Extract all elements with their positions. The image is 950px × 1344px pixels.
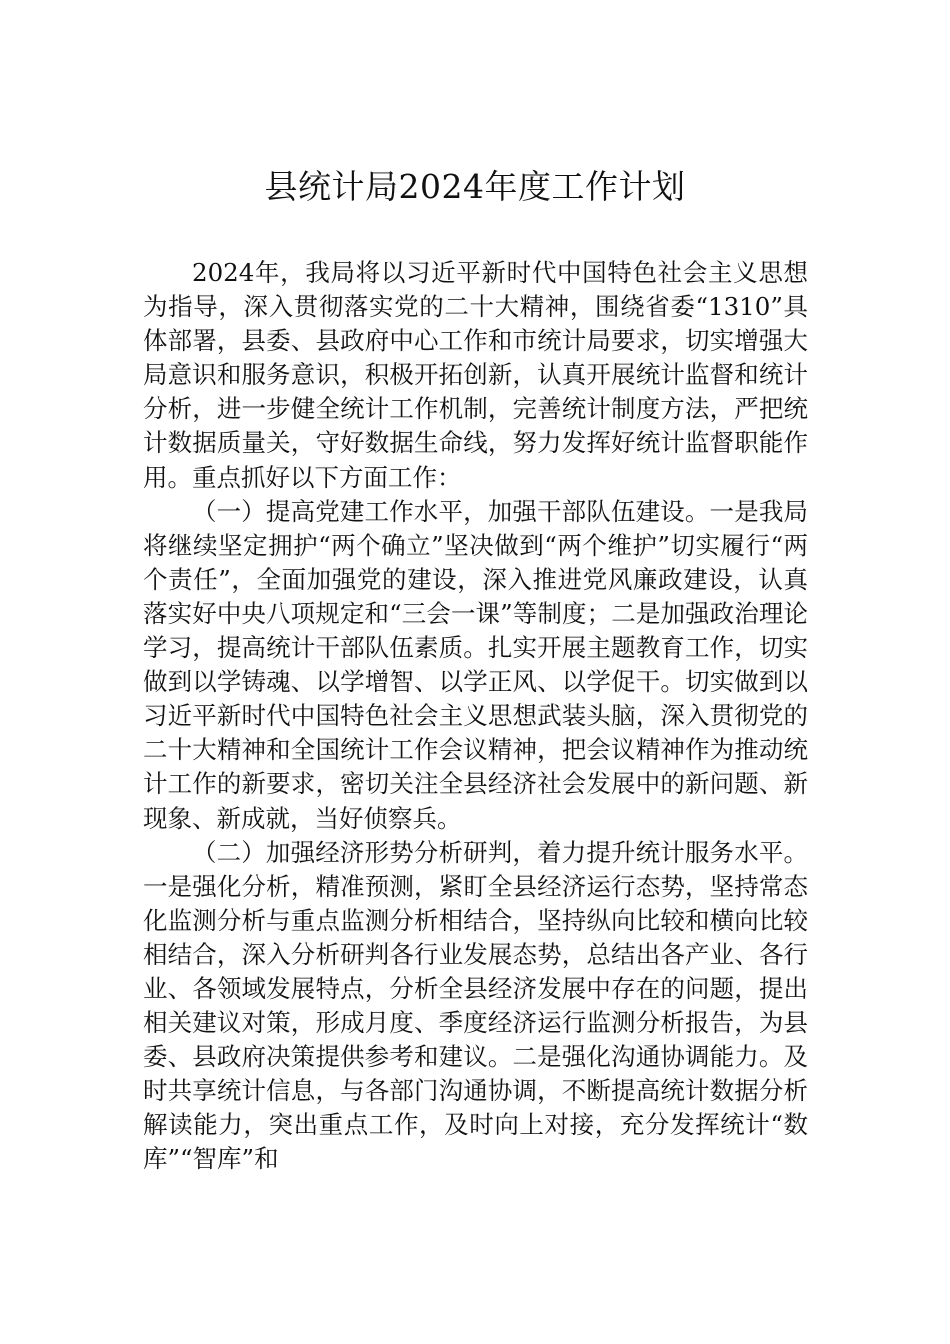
document-title: 县统计局2024年度工作计划 — [264, 167, 686, 206]
paragraph-section-2: （二）加强经济形势分析研判，着力提升统计服务水平。一是强化分析，精准预测，紧盯全县经济运行态势，坚持常态化监测分析与重点监测分析相结合，坚持纵向比较和横向比较相结合，深入分析研判各行业发展态势，总结出各产业、各行业、各领域发展特点，分析全县经济发展中存在的问题，提出相关建议对策，形成月度、季度经济运行监测分析报告，为县委、县政府决策提供参考和建议。二是强化沟通协调能力。及时共享统计信息，与各部门沟通协调，不断提高统计数据分析解读能力，突出重点工作，及时向上对接，充分发挥统计“数库”“智库”和 — [143, 837, 808, 1174]
paragraph-section-1: （一）提高党建工作水平，加强干部队伍建设。一是我局将继续坚定拥护“两个确立”坚决做到“两个维护”切实履行“两个责任”，全面加强党的建设，深入推进党风廉政建设，认真落实好中央八项规定和“三会一课”等制度；二是加强政治理论学习，提高统计干部队伍素质。扎实开展主题教育工作，切实做到以学铸魂、以学增智、以学正风、以学促干。切实做到以习近平新时代中国特色社会主义思想武装头脑，深入贯彻党的二十大精神和全国统计工作会议精神，把会议精神作为推动统计工作的新要求，密切关注全县经济社会发展中的新问题、新现象、新成就，当好侦察兵。 — [143, 496, 808, 833]
paragraph-intro: 2024年，我局将以习近平新时代中国特色社会主义思想为指导，深入贯彻落实党的二十大精神，围绕省委“1310”具体部署，县委、县政府中心工作和市统计局要求，切实增强大局意识和服务意识，积极开拓创新，认真开展统计监督和统计分析，进一步健全统计工作机制，完善统计制度方法，严把统计数据质量关，守好数据生命线，努力发挥好统计监督职能作用。重点抓好以下方面工作： — [143, 258, 808, 492]
document-body — [143, 256, 808, 1177]
